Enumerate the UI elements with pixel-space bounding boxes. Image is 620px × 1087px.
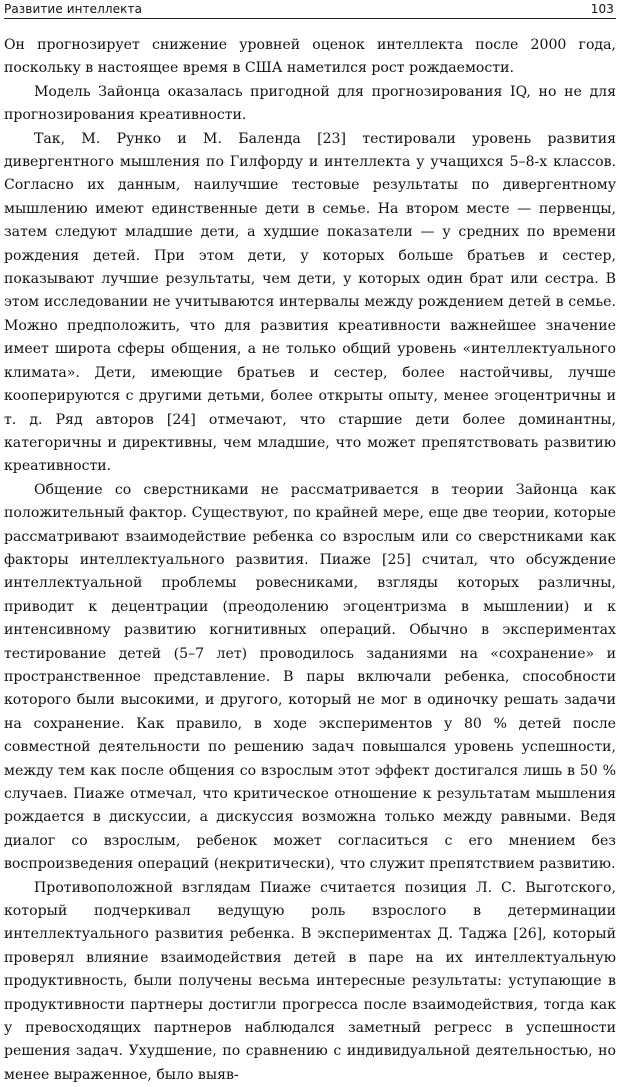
paragraph-peer-interaction: Общение со сверстниками не рассматривается в теории Зайонца как положительный фактор. Существуют, по крайней мере, еще две теории, которые рассматривают взаимодействие ребенка со взрослым или со сверстниками как факторы интеллектуального развития. Пиаже [25] считал, что обсуждение интеллектуальной проблемы ровесниками, взгляды которых различны, приводит к децентрации (преодолению эгоцентризма в мышлении) и к интенсивному развитию когнитивных операций. Обычно в экспериментах тестирование детей (5–7 лет) проводилось заданиями на «сохранение» и пространственное представление. В пары включали ребенка, способности которого были высокими, и другого, который не мог в одиночку решать задачи на сохранение. Как правило, в ходе экспериментов у 80 % детей после совместной деятельности по решению задач повышался уровень успешности, между тем как после общения со взрослым этот эффект достигался лишь в 50 % случаев. Пиаже отмечал, что критическое отношение к результатам мышления рождается в дискуссии, а дискуссия возможна только между равными. Ведя диалог со взрослым, ребенок может согласиться с его мнением без воспроизведения операций (некритически), что служит препятствием развитию. <box>4 481 616 873</box>
paragraph-vygotsky-position: Противоположной взглядам Пиаже считается позиция Л. С. Выготского, который подчеркивал ведущую роль взрослого в детерминации интеллектуального развития ребенка. В экспериментах Д. Таджа [26], который проверял влияние взаимодействия детей в паре на их интеллектуальную продуктивность, были получены весьма интересные результаты: уступающие в продуктивности партнеры достигли прогресса после взаимодействия, тогда как у превосходящих партнеров наблюдался заметный регресс в успешности решения задач. Ухудшение, по сравнению с индивидуальной деятельностью, но менее выраженное, было выяв- <box>4 879 616 1083</box>
page-number: 103 <box>590 2 614 16</box>
paragraph-zajonc-model: Модель Зайонца оказалась пригодной для прогнозирования IQ, но не для прогнозирования креативности. <box>4 83 616 124</box>
book-page <box>4 0 616 1083</box>
body-text <box>4 34 616 1087</box>
paragraph-continuation: Он прогнозирует снижение уровней оценок интеллекта после 2000 года, поскольку в настоящее время в США наметился рост рождаемости. <box>4 37 616 77</box>
running-head-title: Развитие интеллекта <box>4 2 143 16</box>
paragraph-runco-study: Так, М. Рунко и М. Баленда [23] тестировали уровень развития дивергентного мышления по Гилфорду и интеллекта у учащихся 5–8-х классов. Согласно их данным, наилучшие тестовые результаты по дивергентному мышлению имеют единственные дети в семье. На втором месте — первенцы, затем следуют младшие дети, а худшие показатели — у средних по времени рождения детей. При этом дети, у которых больше братьев и сестер, показывают лучшие результаты, чем дети, у которых один брат или сестра. В этом исследовании не учитываются интервалы между рождением детей в семье. Можно предположить, что для развития креативности важнейшее значение имеет широта сферы общения, а не только общий уровень «интеллектуального климата». Дети, имеющие братьев и сестер, более настойчивы, лучше кооперируются с другими детьми, более открыты опыту, менее эгоцентричны и т. д. Ряд авторов [24] отмечают, что старшие дети более доминантны, категоричны и директивны, чем младшие, что может препятствовать развитию креативности. <box>4 130 616 475</box>
running-head <box>4 0 616 19</box>
